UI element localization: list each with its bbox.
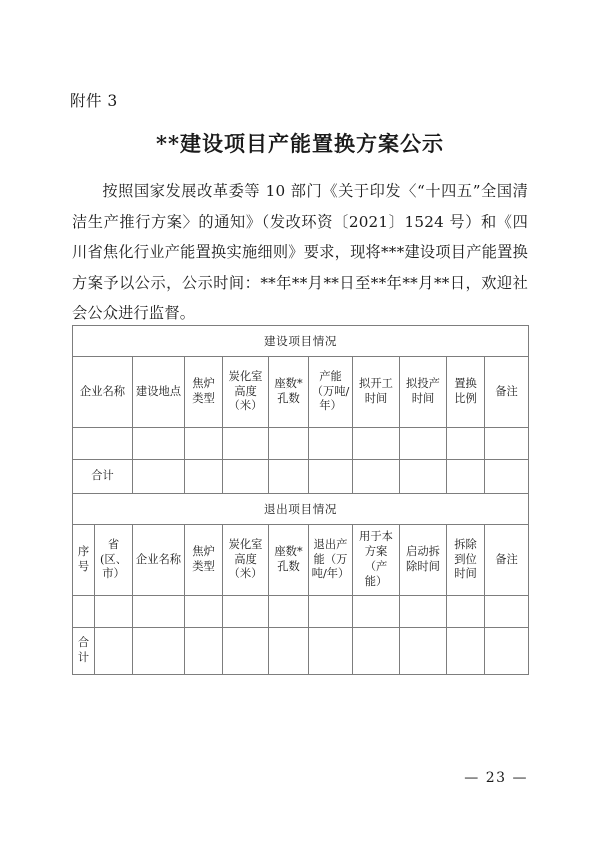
header-line: 孔数 bbox=[277, 392, 300, 405]
cell-enterprise-name[interactable] bbox=[73, 428, 133, 460]
tables-block bbox=[72, 325, 528, 675]
header-line: 类型 bbox=[192, 560, 215, 573]
total-label: 合计 bbox=[73, 460, 133, 494]
header-line: 置换 bbox=[454, 377, 477, 391]
table-row bbox=[73, 596, 529, 628]
table-row bbox=[73, 428, 529, 460]
cell-demolition-start-time[interactable] bbox=[400, 596, 447, 628]
construction-section-title: 建设项目情况 bbox=[73, 326, 529, 357]
total-cell[interactable] bbox=[269, 460, 309, 494]
header-line: 能） bbox=[364, 574, 388, 588]
page-title: **建设项目产能置换方案公示 bbox=[156, 131, 444, 156]
header-line: （米） bbox=[228, 399, 263, 413]
total-cell[interactable] bbox=[269, 628, 309, 675]
cell-batteries-times-ovens[interactable] bbox=[269, 428, 309, 460]
construction-project-table bbox=[72, 325, 529, 494]
total-cell[interactable] bbox=[185, 460, 223, 494]
header-line: 序 bbox=[77, 545, 90, 559]
header-line: 企业名称 bbox=[79, 384, 126, 398]
total-cell[interactable] bbox=[133, 628, 185, 675]
cell-exit-capacity[interactable] bbox=[309, 596, 353, 628]
cell-coke-oven-type[interactable] bbox=[185, 596, 223, 628]
header-line: 市） bbox=[102, 567, 125, 581]
header-line: 产能 bbox=[319, 369, 342, 383]
total-cell[interactable] bbox=[353, 460, 400, 494]
header-line: 年） bbox=[319, 399, 342, 413]
column-header-demolition-completion-time bbox=[447, 525, 485, 596]
header-line: 备注 bbox=[495, 552, 518, 566]
column-header-batteries-times-ovens bbox=[269, 525, 309, 596]
table-section-row bbox=[73, 326, 529, 357]
column-header-remarks bbox=[485, 525, 529, 596]
total-cell[interactable] bbox=[309, 460, 353, 494]
header-line: 高度 bbox=[234, 384, 257, 398]
header-line: 能（万 bbox=[313, 552, 348, 566]
header-line: 到位 bbox=[454, 552, 477, 566]
total-cell[interactable] bbox=[353, 628, 400, 675]
column-header-used-for-this-plan bbox=[353, 525, 400, 596]
total-cell[interactable] bbox=[185, 628, 223, 675]
table-header-row bbox=[73, 525, 529, 596]
cell-province[interactable] bbox=[95, 596, 133, 628]
header-line: 时间 bbox=[411, 392, 435, 405]
header-line: 类型 bbox=[192, 392, 215, 405]
column-header-serial-number bbox=[73, 525, 95, 596]
header-line: 建设地点 bbox=[135, 384, 182, 398]
total-label-line: 计 bbox=[77, 651, 90, 664]
column-header-construction-site bbox=[133, 357, 185, 428]
column-header-replacement-ratio bbox=[447, 357, 485, 428]
header-line: 孔数 bbox=[277, 560, 300, 573]
header-line: 启动拆 bbox=[406, 545, 440, 559]
total-cell[interactable] bbox=[447, 628, 485, 675]
table-section-row bbox=[73, 494, 529, 525]
total-cell[interactable] bbox=[133, 460, 185, 494]
header-line: 企业名称 bbox=[135, 552, 182, 566]
header-line: 省(区、 bbox=[99, 537, 127, 566]
cell-planned-production-time[interactable] bbox=[400, 428, 447, 460]
cell-enterprise-name[interactable] bbox=[133, 596, 185, 628]
total-label bbox=[73, 628, 95, 675]
total-cell[interactable] bbox=[95, 628, 133, 675]
header-line: 炭化室 bbox=[228, 369, 263, 383]
column-header-planned-production-time bbox=[400, 357, 447, 428]
body-paragraph: 按照国家发展改革委等 10 部门《关于印发〈“十四五”全国清洁生产推行方案〉的通知》（发改环资〔2021〕1524 号）和《四川省焦化行业产能置换实施细则》要求，现将***建设项目产能置换方案予以公示，公示时间：**年**月**日至**年**月**日，欢迎社会公众进行监督。 bbox=[72, 182, 528, 322]
cell-serial-number[interactable] bbox=[73, 596, 95, 628]
cell-coke-oven-type[interactable] bbox=[185, 428, 223, 460]
total-cell[interactable] bbox=[447, 460, 485, 494]
exit-section-title: 退出项目情况 bbox=[73, 494, 529, 525]
header-line: 座数* bbox=[274, 545, 303, 559]
total-cell[interactable] bbox=[485, 460, 529, 494]
header-line: 焦炉 bbox=[192, 545, 215, 559]
total-label-line: 合 bbox=[77, 636, 90, 650]
cell-batteries-times-ovens[interactable] bbox=[269, 596, 309, 628]
exit-project-table bbox=[72, 493, 529, 675]
cell-construction-site[interactable] bbox=[133, 428, 185, 460]
column-header-carbonization-chamber-height bbox=[223, 357, 269, 428]
header-line: 吨/年） bbox=[311, 567, 350, 581]
column-header-remarks bbox=[485, 357, 529, 428]
header-line: 退出产 bbox=[313, 537, 348, 551]
column-header-province bbox=[95, 525, 133, 596]
total-cell[interactable] bbox=[223, 460, 269, 494]
column-header-enterprise-name bbox=[73, 357, 133, 428]
cell-carbonization-chamber-height[interactable] bbox=[223, 428, 269, 460]
header-line: 除时间 bbox=[406, 560, 440, 573]
header-line: 比例 bbox=[454, 392, 477, 405]
cell-demolition-completion-time[interactable] bbox=[447, 596, 485, 628]
attachment-label: 附件 3 bbox=[70, 92, 118, 110]
cell-used-for-this-plan[interactable] bbox=[353, 596, 400, 628]
column-header-planned-start-time bbox=[353, 357, 400, 428]
header-line: 号 bbox=[77, 560, 90, 573]
column-header-demolition-start-time bbox=[400, 525, 447, 596]
header-line: 高度 bbox=[234, 552, 257, 566]
page-number: — 23 — bbox=[464, 770, 528, 786]
cell-remarks[interactable] bbox=[485, 428, 529, 460]
column-header-capacity bbox=[309, 357, 353, 428]
column-header-enterprise-name bbox=[133, 525, 185, 596]
cell-capacity[interactable] bbox=[309, 428, 353, 460]
header-line: 炭化室 bbox=[228, 537, 263, 551]
total-cell[interactable] bbox=[309, 628, 353, 675]
total-cell[interactable] bbox=[400, 628, 447, 675]
header-line: 拆除 bbox=[454, 537, 477, 551]
column-header-batteries-times-ovens bbox=[269, 357, 309, 428]
header-line: 座数* bbox=[274, 377, 303, 391]
cell-replacement-ratio[interactable] bbox=[447, 428, 485, 460]
cell-carbonization-chamber-height[interactable] bbox=[223, 596, 269, 628]
table-total-row bbox=[73, 628, 529, 675]
header-line: （万吨/ bbox=[311, 384, 350, 398]
column-header-coke-oven-type bbox=[185, 357, 223, 428]
header-line: 焦炉 bbox=[192, 377, 215, 391]
header-line: （米） bbox=[228, 567, 263, 581]
column-header-exit-capacity bbox=[309, 525, 353, 596]
header-line: 备注 bbox=[495, 384, 518, 398]
table-total-row bbox=[73, 460, 529, 494]
cell-remarks[interactable] bbox=[485, 596, 529, 628]
column-header-carbonization-chamber-height bbox=[223, 525, 269, 596]
cell-planned-start-time[interactable] bbox=[353, 428, 400, 460]
header-line: 方案（产 bbox=[364, 545, 388, 573]
total-cell[interactable] bbox=[485, 628, 529, 675]
header-line: 时间 bbox=[454, 567, 477, 581]
header-line: 拟开工 bbox=[359, 377, 393, 391]
table-header-row bbox=[73, 357, 529, 428]
header-line: 时间 bbox=[364, 392, 388, 405]
header-line: 用于本 bbox=[359, 530, 393, 544]
total-cell[interactable] bbox=[400, 460, 447, 494]
header-line: 拟投产 bbox=[406, 377, 440, 391]
total-cell[interactable] bbox=[223, 628, 269, 675]
column-header-coke-oven-type bbox=[185, 525, 223, 596]
